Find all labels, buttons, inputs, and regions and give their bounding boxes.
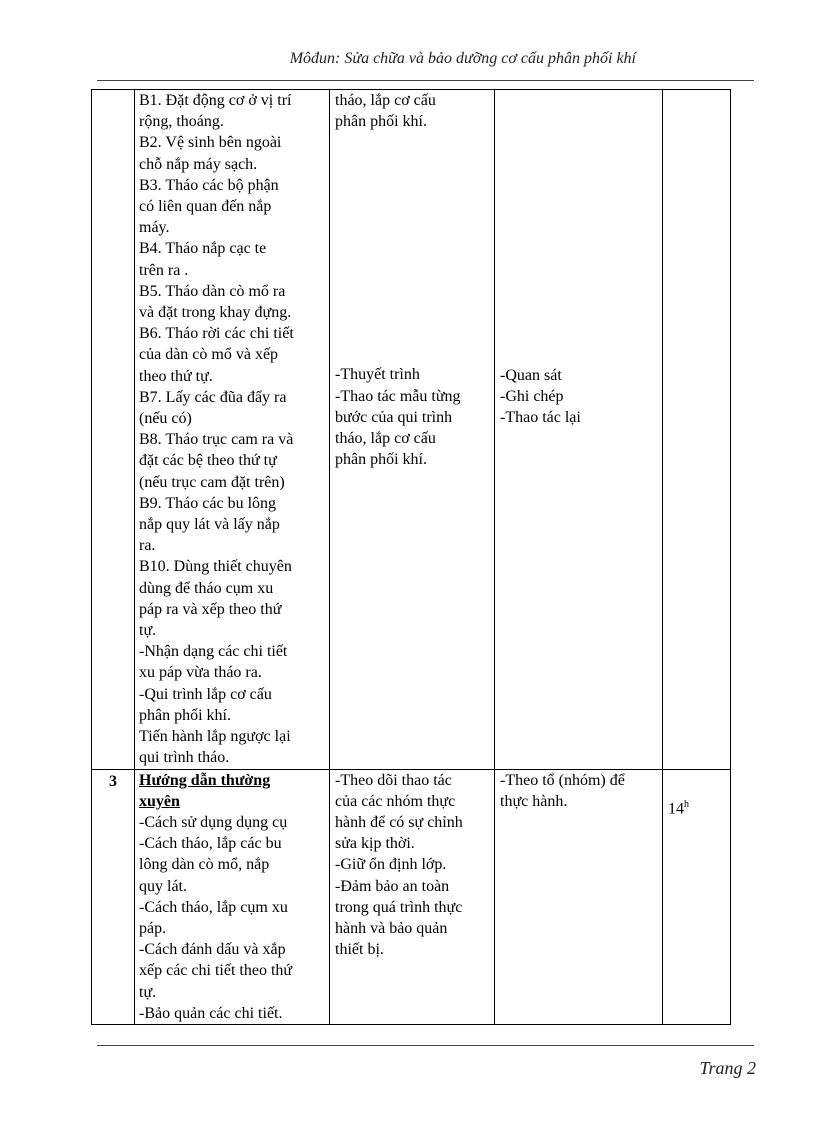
table-row (92, 90, 731, 770)
text-line: có liên quan đến nắp (139, 198, 272, 216)
text-line: (nếu có) (139, 410, 192, 428)
text-line: -Đảm bảo an toàn (335, 877, 450, 895)
text-line: páp ra và xếp theo thứ (139, 600, 282, 618)
text-line: -Cách đánh dấu và xắp (139, 941, 286, 959)
text-line: nắp quy lát và lấy nắp (139, 516, 280, 534)
text-line: (nếu trục cam đặt trên) (139, 473, 285, 491)
text-line: theo thứ tự. (139, 367, 213, 385)
text-line: bước của qui trình (335, 408, 453, 426)
text-line: -Giữ ổn định lớp. (335, 856, 447, 874)
text-line: B2. Vệ sinh bên ngoài (139, 134, 282, 152)
text-line: đặt các bệ theo thứ tự (139, 452, 277, 470)
text-line: -Ghi chép (500, 388, 564, 406)
text-line: thiết bị. (335, 941, 384, 959)
text-line: -Cách tháo, lắp các bu (139, 835, 282, 853)
text-line: xếp các chi tiết theo thứ (139, 962, 293, 980)
content-lines (139, 90, 325, 769)
text-line: lông dàn cò mổ, nắp (139, 856, 270, 874)
document-header-title: Môđun: Sửa chữa và bảo dưỡng cơ cấu phân phối khí (289, 50, 636, 67)
text-line: -Thuyết trình (335, 366, 420, 384)
content-lines (139, 812, 325, 1024)
text-line: Hướng dẫn thường (139, 771, 271, 789)
teacher-activity-top-lines (335, 90, 490, 132)
text-line: của các nhóm thực (335, 792, 456, 810)
text-line: trên ra . (139, 261, 189, 279)
text-line: -Nhận dạng các chi tiết (139, 643, 288, 661)
row-number-cell (92, 90, 135, 770)
text-line: sửa kịp thời. (335, 835, 415, 853)
text-line: xu páp vừa tháo ra. (139, 664, 262, 682)
section-heading (139, 770, 325, 812)
content-cell (135, 769, 330, 1024)
text-line: -Quan sát (500, 367, 562, 384)
lesson-plan-table (91, 89, 731, 1025)
text-line: ra. (139, 537, 156, 555)
text-line: thực hành. (500, 792, 568, 810)
text-line: B8. Tháo trục cam ra và (139, 431, 294, 449)
text-line: quy lát. (139, 877, 187, 895)
text-line: xuyên (139, 792, 180, 810)
text-line: hành để có sự chỉnh (335, 813, 463, 831)
text-line: tháo, lắp cơ cấu (335, 430, 436, 448)
text-line: -Qui trình lắp cơ cấu (139, 685, 272, 703)
text-line: -Theo dõi thao tác (335, 771, 452, 789)
text-line: của dàn cò mổ và xếp (139, 346, 279, 364)
text-line: và đặt trong khay đựng. (139, 304, 292, 322)
text-line: phân phối khí. (139, 706, 231, 724)
text-line: tự. (139, 983, 157, 1001)
text-line: qui trình tháo. (139, 749, 230, 767)
teacher-activity-cell (330, 769, 495, 1024)
teacher-activity-lines (335, 364, 490, 470)
text-line: phân phối khí. (335, 113, 427, 131)
text-line: B4. Tháo nắp cạc te (139, 240, 267, 258)
text-line: B10. Dùng thiết chuyên (139, 558, 292, 576)
teacher-activity-cell (330, 90, 495, 770)
text-line: tháo, lắp cơ cấu (335, 92, 436, 109)
text-line: -Thao tác lại (500, 409, 581, 427)
text-line: dùng để tháo cụm xu (139, 579, 274, 597)
text-line: -Thao tác mẫu từng (335, 387, 461, 405)
text-line: -Cách tháo, lắp cụm xu (139, 898, 288, 916)
text-line: B7. Lấy các đũa đẩy ra (139, 388, 287, 406)
text-line: Tiến hành lắp ngược lại (139, 728, 291, 746)
text-line: -Bảo quản các chi tiết. (139, 1004, 283, 1022)
text-line: páp. (139, 919, 167, 937)
page-number: Trang 2 (699, 1058, 756, 1078)
time-cell (663, 769, 731, 1024)
row-number-cell: 3 (92, 769, 135, 1024)
text-line: B5. Tháo dàn cò mổ ra (139, 282, 286, 300)
text-line: -Cách sử dụng dụng cụ (139, 813, 288, 831)
text-line: hành và bảo quản (335, 919, 448, 937)
text-line: chỗ nắp máy sạch. (139, 155, 258, 173)
text-line: -Theo tổ (nhóm) để (500, 771, 625, 789)
text-line: B6. Tháo rời các chi tiết (139, 325, 294, 343)
text-line: B1. Đặt động cơ ở vị trí (139, 92, 292, 109)
text-line: trong quá trình thực (335, 898, 463, 916)
time-cell (663, 90, 731, 770)
student-activity-cell (495, 90, 663, 770)
table-row (92, 769, 731, 1024)
student-activity-lines (500, 365, 658, 429)
footer-rule (97, 1045, 754, 1046)
student-activity-lines (500, 770, 658, 812)
content-cell (135, 90, 330, 770)
teacher-activity-lines (335, 770, 490, 961)
time-value: 14$^h$ (668, 798, 689, 817)
header-rule (97, 80, 754, 81)
student-activity-cell (495, 769, 663, 1024)
text-line: phân phối khí. (335, 451, 427, 469)
text-line: rộng, thoáng. (139, 113, 224, 131)
text-line: máy. (139, 219, 170, 237)
text-line: tự. (139, 622, 157, 640)
text-line: B9. Tháo các bu lông (139, 494, 277, 512)
text-line: B3. Tháo các bộ phận (139, 176, 279, 194)
